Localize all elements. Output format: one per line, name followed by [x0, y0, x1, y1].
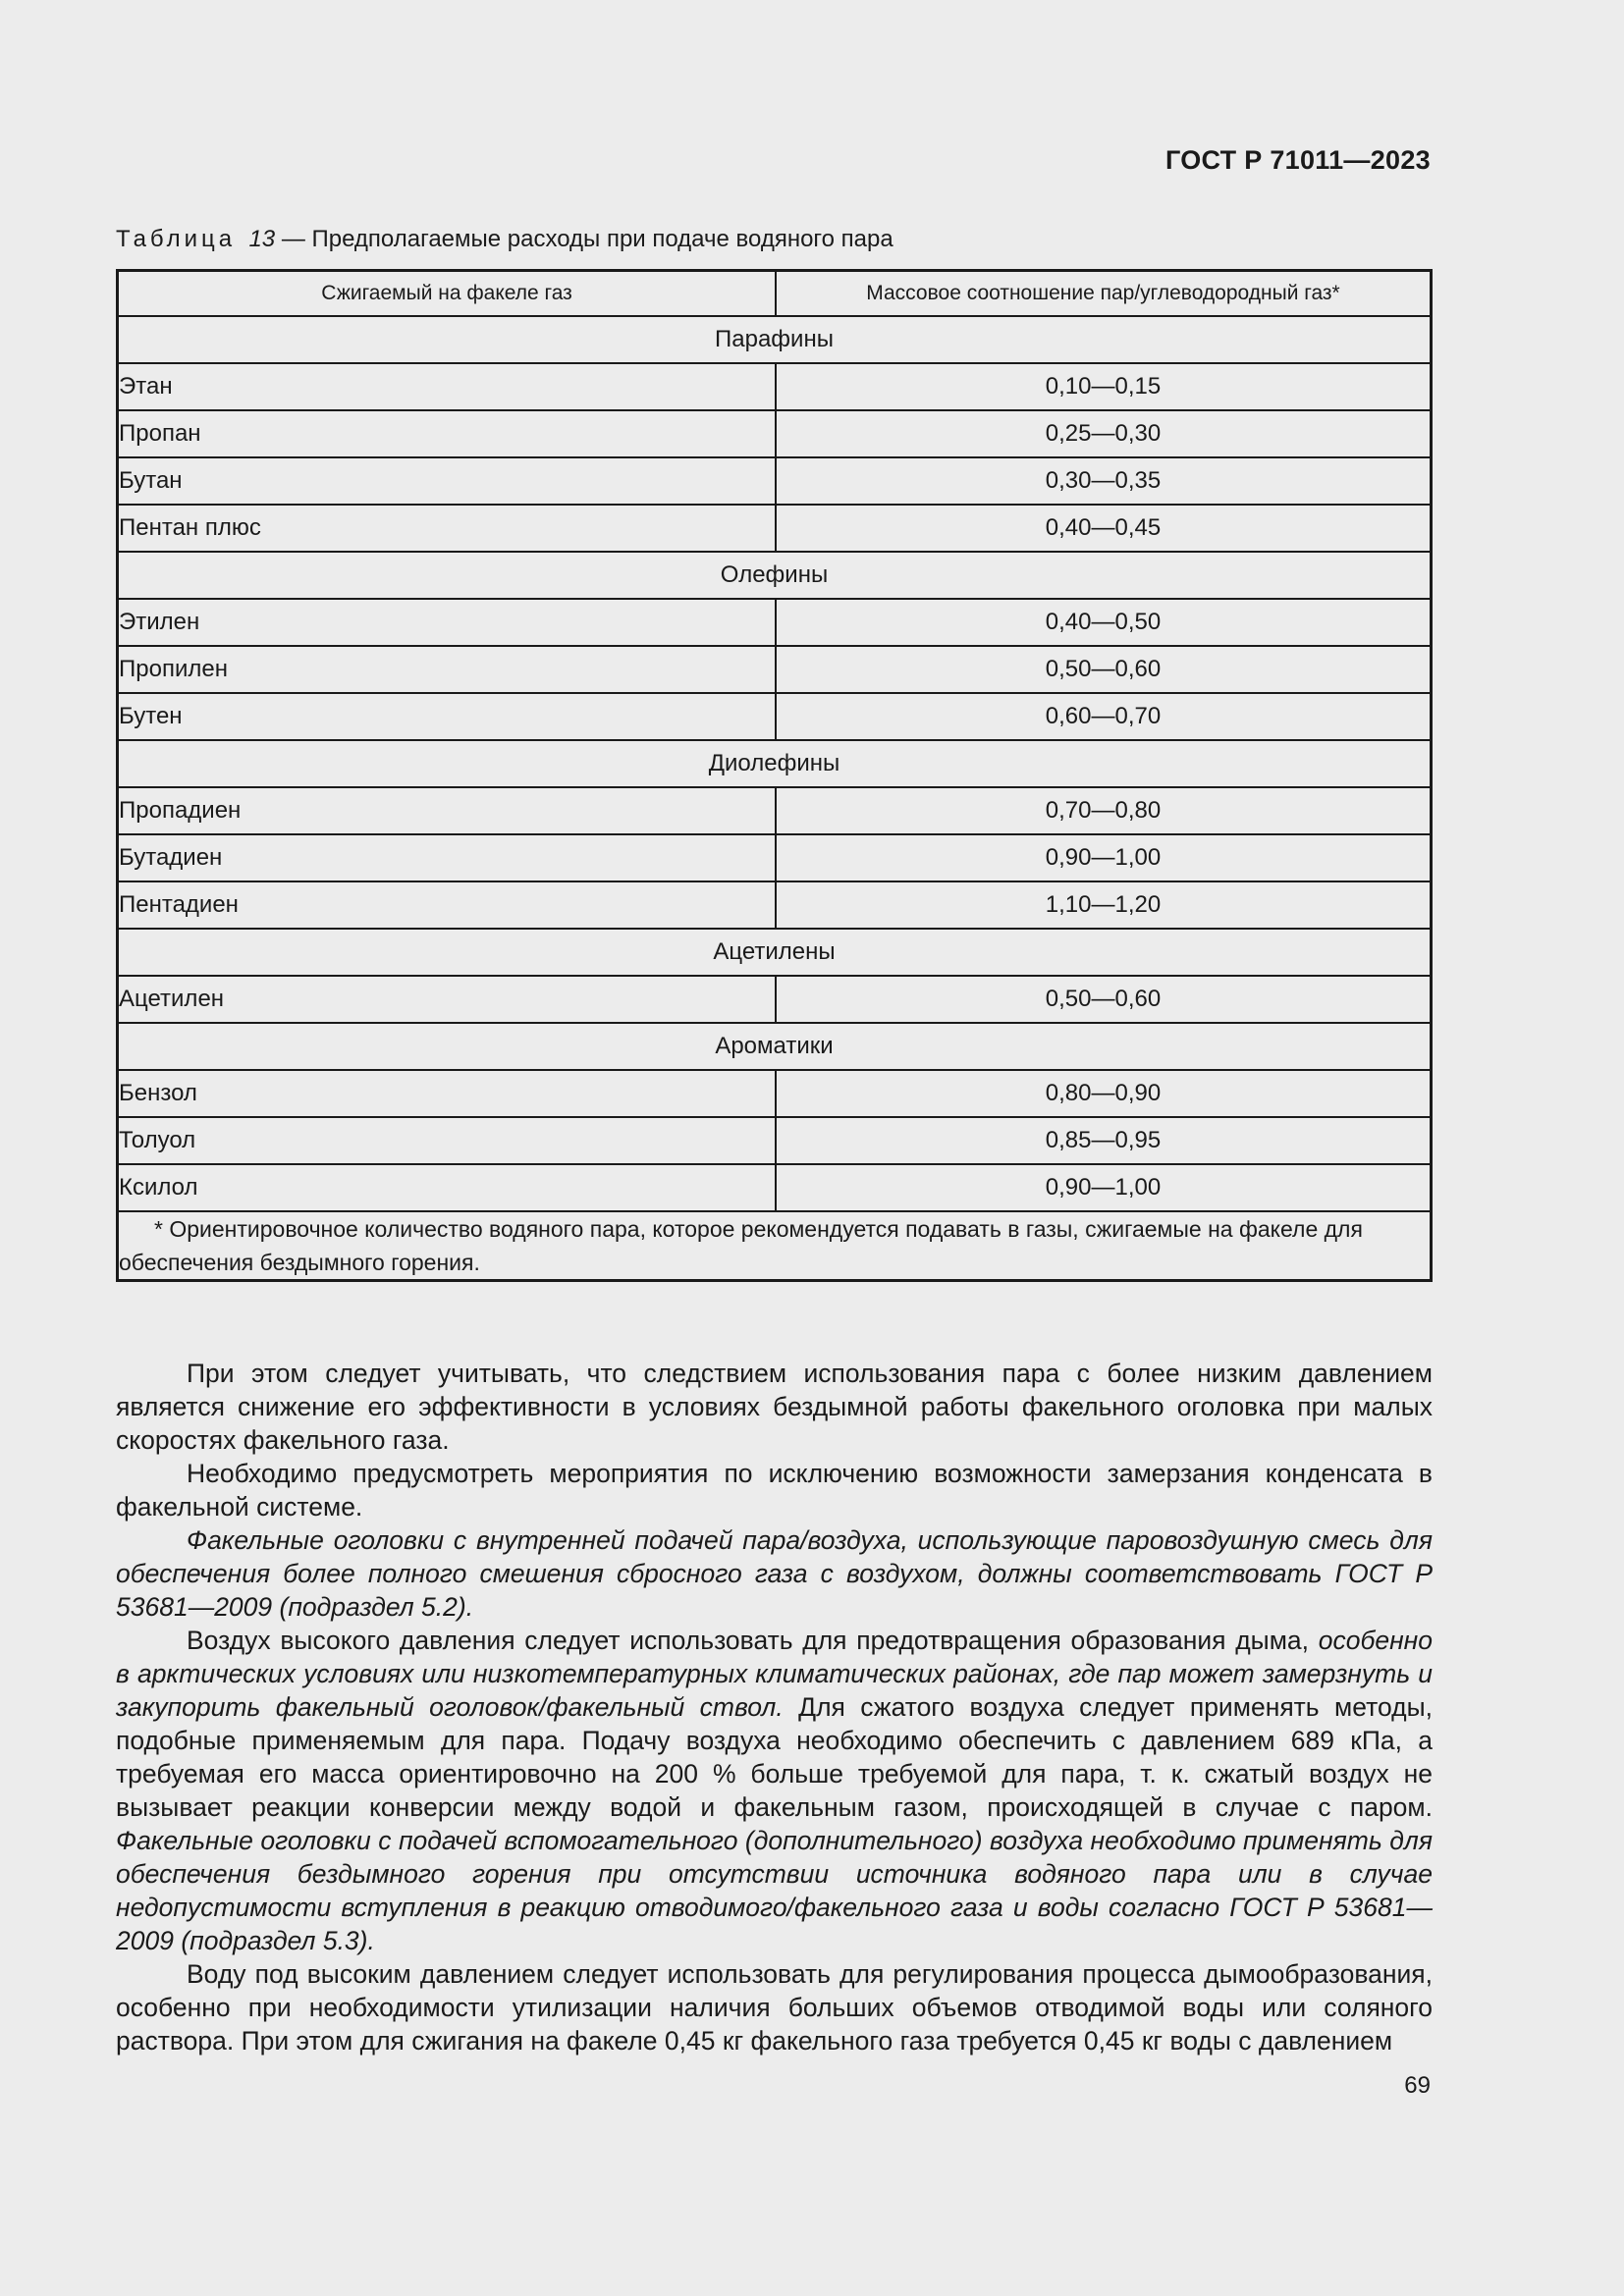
italic-text-segment: особенно в арктических условиях или низкотемпературных климатических районах, где пар может замерзнуть и закупорить факельный оголовок/факельный ствол. [116, 1626, 1433, 1722]
gas-name-cell: Толуол [118, 1117, 777, 1164]
column-header-gas: Сжигаемый на факеле газ [118, 271, 777, 317]
ratio-cell: 0,40—0,50 [776, 599, 1432, 646]
ratio-cell: 0,30—0,35 [776, 457, 1432, 505]
ratio-cell: 0,40—0,45 [776, 505, 1432, 552]
table-caption [116, 226, 893, 253]
gas-name-cell: Пропадиен [118, 787, 777, 834]
table-row [118, 599, 1432, 646]
ratio-cell: 0,50—0,60 [776, 646, 1432, 693]
paragraph [116, 1624, 1433, 1957]
paragraph [116, 1957, 1433, 2057]
table-row [118, 1117, 1432, 1164]
paragraph [116, 1523, 1433, 1624]
paragraph [116, 1357, 1433, 1457]
italic-text-segment: Факельные оголовки с внутренней подачей пара/воздуха, использующие паровоздушную смесь для обеспечения более полного смешения сбросного газа с воздухом, должны соответствовать ГОСТ Р 53681—2009 (подраздел 5.2). [116, 1525, 1433, 1622]
gas-name-cell: Пентадиен [118, 881, 777, 929]
table-footnote: * Ориентировочное количество водяного пара, которое рекомендуется подавать в газы, сжигаемые на факеле для обеспечения бездымного горения. [118, 1211, 1432, 1281]
ratio-cell: 0,90—1,00 [776, 1164, 1432, 1211]
table-row [118, 1070, 1432, 1117]
table-caption-label: Таблица [116, 226, 237, 252]
table-row [118, 457, 1432, 505]
text-segment: Необходимо предусмотреть мероприятия по исключению возможности замерзания конденсата в факельной системе. [116, 1459, 1433, 1522]
group-heading: Ацетилены [118, 929, 1432, 976]
ratio-cell: 0,80—0,90 [776, 1070, 1432, 1117]
ratio-cell: 0,90—1,00 [776, 834, 1432, 881]
table-row [118, 881, 1432, 929]
document-number-header: ГОСТ Р 71011—2023 [1164, 145, 1431, 175]
gas-name-cell: Этан [118, 363, 777, 410]
gas-name-cell: Бутен [118, 693, 777, 740]
gas-name-cell: Бутадиен [118, 834, 777, 881]
table-row [118, 1164, 1432, 1211]
table-row [118, 693, 1432, 740]
table-row [118, 787, 1432, 834]
text-segment: Воду под высоким давлением следует использовать для регулирования процесса дымообразования, особенно при необходимости утилизации наличия больших объемов отводимой воды или соляного раствора. При этом для сжигания на факеле 0,45 кг факельного газа требуется 0,45 кг воды с давлением [116, 1959, 1433, 2056]
ratio-cell: 0,60—0,70 [776, 693, 1432, 740]
group-heading: Олефины [118, 552, 1432, 599]
table-caption-number: 13 [248, 226, 276, 252]
table-row [118, 363, 1432, 410]
paragraph [116, 1457, 1433, 1523]
table-row [118, 505, 1432, 552]
group-row [118, 1023, 1432, 1070]
group-heading: Ароматики [118, 1023, 1432, 1070]
footnote-row [118, 1211, 1432, 1281]
gas-name-cell: Ацетилен [118, 976, 777, 1023]
group-row [118, 552, 1432, 599]
table-row [118, 834, 1432, 881]
table-body [118, 316, 1432, 1281]
group-row [118, 740, 1432, 787]
ratio-cell: 0,25—0,30 [776, 410, 1432, 457]
group-heading: Диолефины [118, 740, 1432, 787]
group-row [118, 316, 1432, 363]
table-row [118, 976, 1432, 1023]
gas-name-cell: Пропилен [118, 646, 777, 693]
gas-name-cell: Бутан [118, 457, 777, 505]
ratio-cell: 0,85—0,95 [776, 1117, 1432, 1164]
group-row [118, 929, 1432, 976]
ratio-cell: 0,70—0,80 [776, 787, 1432, 834]
body-text [116, 1357, 1433, 2057]
italic-text-segment: Факельные оголовки с подачей вспомогательного (дополнительного) воздуха необходимо применять для обеспечения бездымного горения при отсутствии источника водяного пара или в случае недопустимости вступления в реакцию отводимого/факельного газа и воды согласно ГОСТ Р 53681—2009 (подраздел 5.3). [116, 1826, 1433, 1955]
ratio-cell: 0,10—0,15 [776, 363, 1432, 410]
table-header-row [118, 271, 1432, 317]
gas-name-cell: Этилен [118, 599, 777, 646]
ratio-cell: 0,50—0,60 [776, 976, 1432, 1023]
table-row [118, 410, 1432, 457]
table-row [118, 646, 1432, 693]
steam-ratio-table [116, 269, 1433, 1282]
page-number: 69 [1404, 2072, 1431, 2099]
gas-name-cell: Пропан [118, 410, 777, 457]
column-header-ratio: Массовое соотношение пар/углеводородный газ* [776, 271, 1432, 317]
group-heading: Парафины [118, 316, 1432, 363]
gas-name-cell: Бензол [118, 1070, 777, 1117]
text-segment: При этом следует учитывать, что следствием использования пара с более низким давлением является снижение его эффективности в условиях бездымной работы факельного оголовка при малых скоростях факельного газа. [116, 1359, 1433, 1455]
table-caption-title: — Предполагаемые расходы при подаче водяного пара [281, 226, 893, 252]
gas-name-cell: Ксилол [118, 1164, 777, 1211]
ratio-cell: 1,10—1,20 [776, 881, 1432, 929]
text-segment: Воздух высокого давления следует использовать для предотвращения образования дыма, [187, 1626, 1319, 1655]
gas-name-cell: Пентан плюс [118, 505, 777, 552]
text-segment: Для сжатого воздуха следует применять методы, подобные применяемым для пара. Подачу воздуха необходимо обеспечить с давлением 689 кПа, а требуемая его масса ориентировочно на 200 % больше требуемой для пара, т. к. сжатый воздух не вызывает реакции конверсии между водой и факельным газом, происходящей в случае с паром. [116, 1692, 1433, 1822]
